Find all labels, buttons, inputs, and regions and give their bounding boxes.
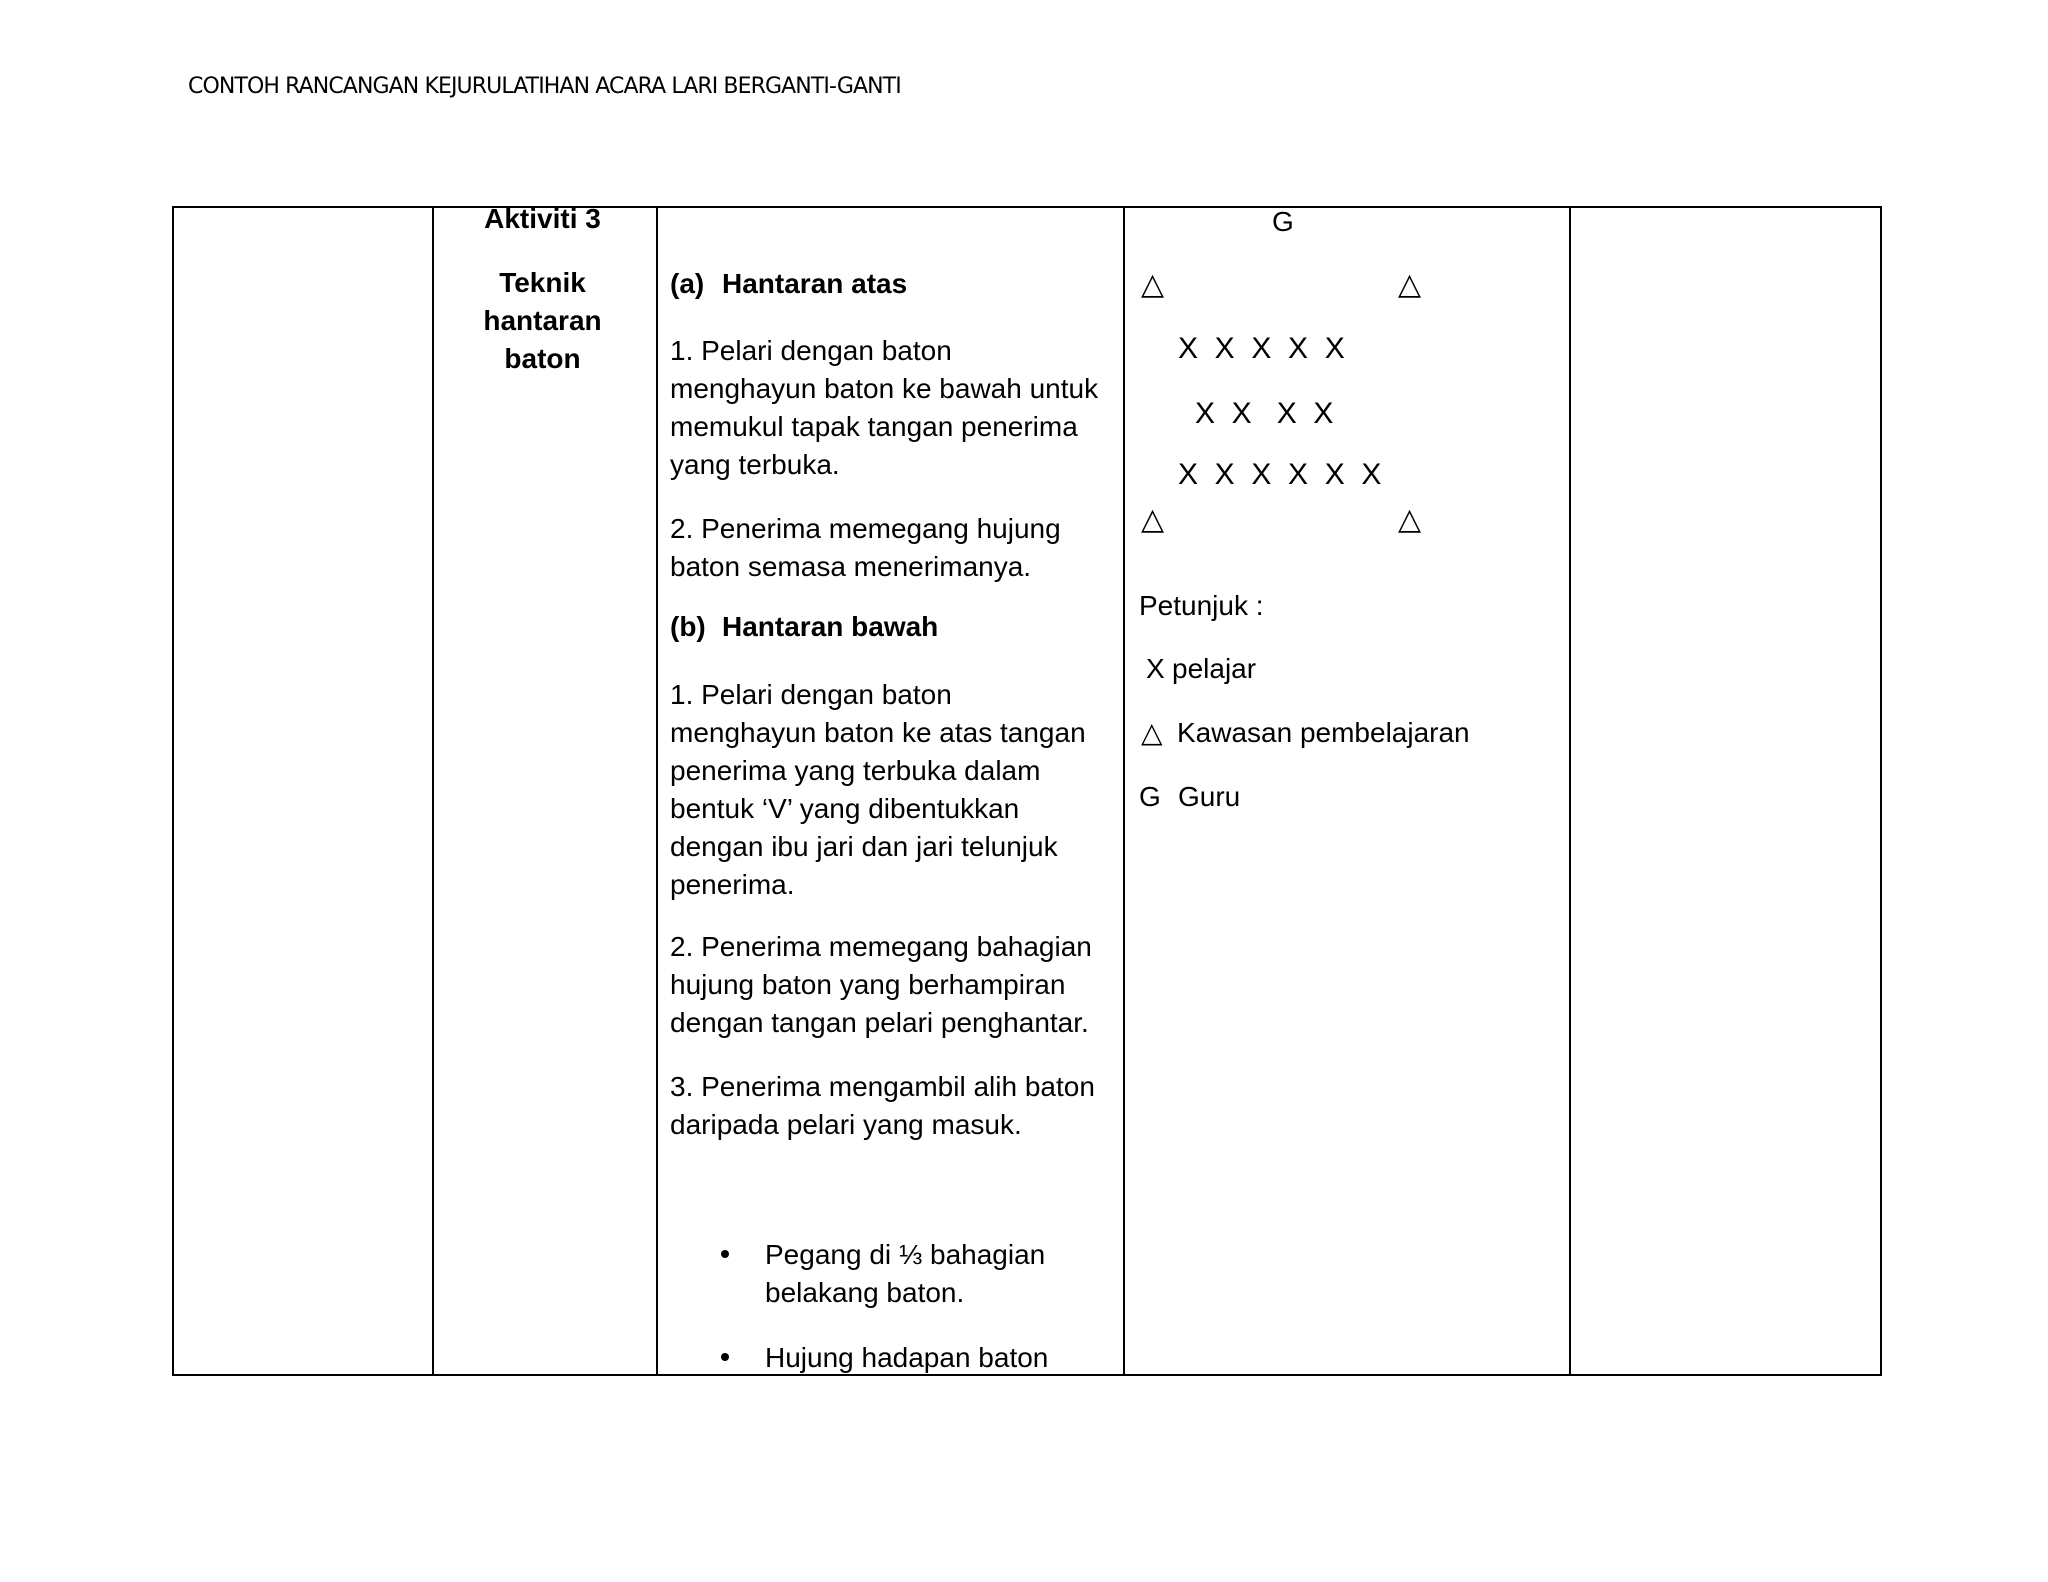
step-line: hujung baton yang berhampiran	[670, 969, 1066, 1000]
step-line: penerima yang terbuka dalam	[670, 755, 1041, 786]
bullet-icon	[721, 1250, 729, 1258]
activity-topic-line: Teknik	[499, 267, 586, 298]
teacher-marker: G	[1272, 206, 1294, 237]
column-divider	[656, 208, 658, 1374]
step-line: dengan ibu jari dan jari telunjuk	[670, 831, 1058, 862]
step-line: menghayun baton ke atas tangan	[670, 717, 1086, 748]
section-a-label: (a)	[670, 268, 705, 299]
column-divider	[1123, 208, 1125, 1374]
section-b-title: Hantaran bawah	[722, 611, 939, 642]
step-line: yang terbuka.	[670, 449, 840, 480]
legend-title: Petunjuk :	[1139, 590, 1264, 621]
activity-label: Aktiviti 3	[484, 203, 601, 234]
legend-text: Kawasan pembelajaran	[1177, 717, 1470, 748]
activity-topic-line: hantaran	[483, 305, 602, 336]
bullet-icon	[721, 1353, 729, 1361]
step-line: bentuk ‘V’ yang dibentukkan	[670, 793, 1020, 824]
legend-symbol: G	[1139, 781, 1161, 812]
step-line: 2. Penerima memegang bahagian	[670, 931, 1092, 962]
step-line: dengan tangan pelari penghantar.	[670, 1007, 1089, 1038]
legend-text: pelajar	[1172, 653, 1257, 684]
step-line: daripada pelari yang masuk.	[670, 1109, 1022, 1140]
step-line: 2. Penerima memegang hujung	[670, 513, 1061, 544]
column-divider	[1569, 208, 1571, 1374]
student-row: X X X X X	[1178, 332, 1345, 365]
triangle-icon: △	[1141, 267, 1165, 302]
legend-symbol: X	[1146, 653, 1165, 684]
student-row: X X X X	[1195, 397, 1334, 430]
triangle-icon: △	[1141, 716, 1163, 749]
step-line: baton semasa menerimanya.	[670, 551, 1032, 582]
bullet-line: Pegang di ⅓ bahagian	[765, 1239, 1046, 1270]
activity-topic-line: baton	[504, 343, 581, 374]
step-line: memukul tapak tangan penerima	[670, 411, 1078, 442]
step-line: penerima.	[670, 869, 795, 900]
triangle-icon: △	[1398, 502, 1422, 537]
triangle-icon: △	[1398, 267, 1422, 302]
legend-text: Guru	[1178, 781, 1241, 812]
section-b-label: (b)	[670, 611, 706, 642]
step-line: 1. Pelari dengan baton	[670, 335, 952, 366]
column-divider	[432, 208, 434, 1374]
step-line: 1. Pelari dengan baton	[670, 679, 952, 710]
bullet-line: Hujung hadapan baton	[765, 1342, 1049, 1373]
section-a-title: Hantaran atas	[722, 268, 908, 299]
step-line: 3. Penerima mengambil alih baton	[670, 1071, 1095, 1102]
triangle-icon: △	[1141, 502, 1165, 537]
student-row: X X X X X X	[1178, 458, 1382, 491]
page-header: CONTOH RANCANGAN KEJURULATIHAN ACARA LARI BERGANTI-GANTI	[188, 74, 901, 99]
bullet-line: belakang baton.	[765, 1277, 965, 1308]
step-line: menghayun baton ke bawah untuk	[670, 373, 1099, 404]
